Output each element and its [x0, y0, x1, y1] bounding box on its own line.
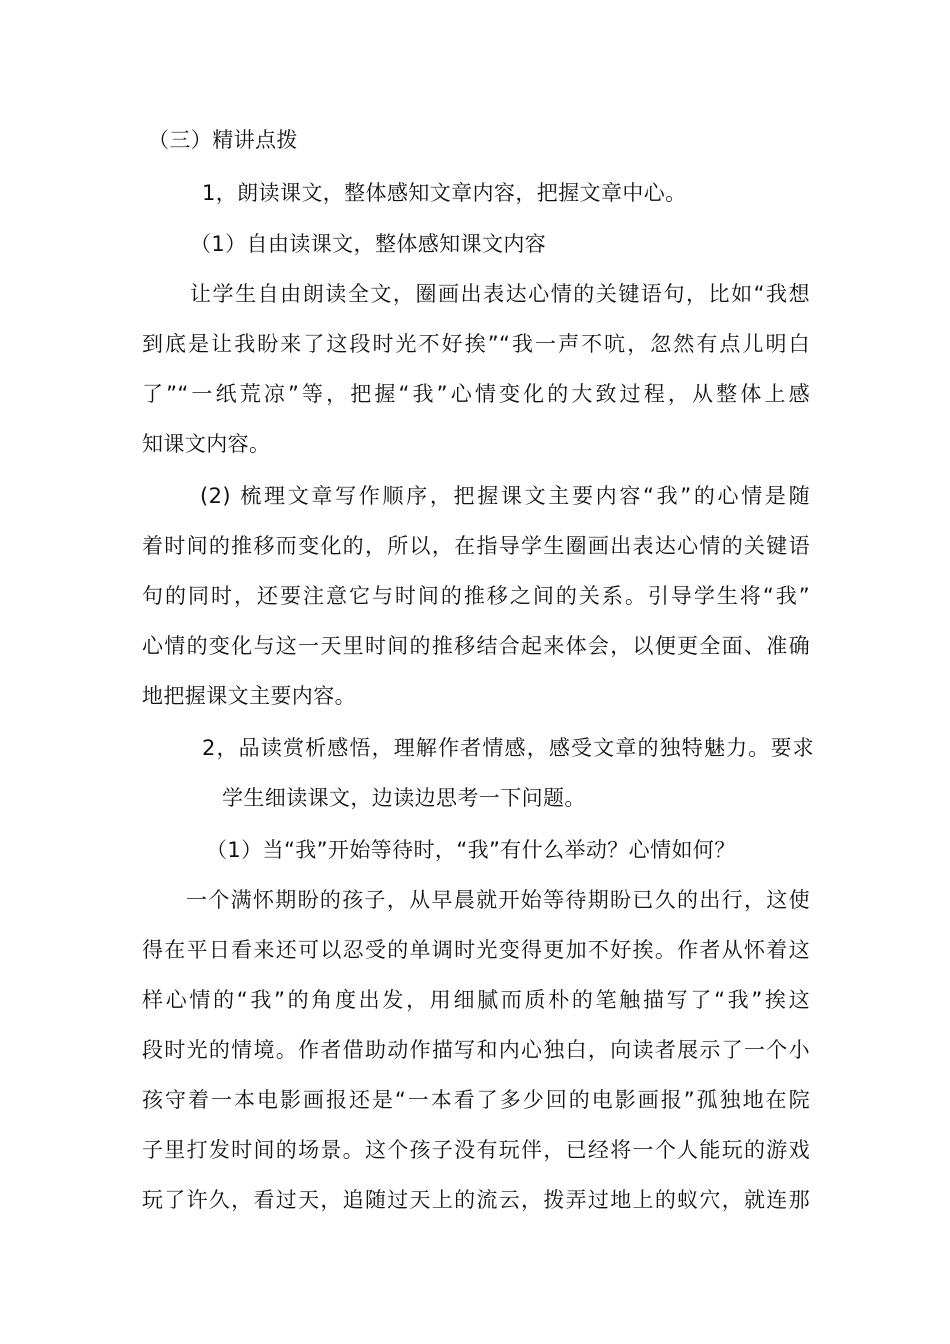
paragraph-3-line-3: 样心情的“我”的角度出发，用细腻而质朴的笔触描写了“我”挨这 — [142, 988, 810, 1012]
item-2-line-2: 学生细读课文，边读边思考一下问题。 — [222, 786, 586, 810]
paragraph-2-line-2: 着时间的推移而变化的，所以，在指导学生圈画出表达心情的关键语 — [142, 534, 810, 558]
sub-1-heading: （1）自由读课文，整体感知课文内容 — [190, 232, 547, 256]
paragraph-2-line-1: (2) 梳理文章写作顺序，把握课文主要内容“我”的心情是随 — [200, 484, 810, 508]
paragraph-2-line-5: 地把握课文主要内容。 — [142, 684, 356, 708]
paragraph-2-line-4: 心情的变化与这一天里时间的推移结合起来体会，以便更全面、准确 — [142, 634, 810, 658]
paragraph-3-line-7: 玩了许久，看过天，追随过天上的流云，拨弄过地上的蚁穴，就连那 — [142, 1188, 810, 1212]
paragraph-1-line-2: 到底是让我盼来了这段时光不好挨”“我一声不吭，忽然有点儿明白 — [142, 332, 810, 356]
item-2-line-1: 2，品读赏析感悟，理解作者情感，感受文章的独特魅力。要求 — [202, 736, 814, 760]
paragraph-1-line-3: 了”“一纸荒凉”等，把握“我”心情变化的大致过程，从整体上感 — [142, 382, 810, 406]
paragraph-3-line-6: 子里打发时间的场景。这个孩子没有玩伴，已经将一个人能玩的游戏 — [142, 1138, 810, 1162]
sub-2-heading: （1）当“我”开始等待时，“我”有什么举动？心情如何？ — [206, 838, 736, 862]
paragraph-1-line-4: 知课文内容。 — [142, 432, 271, 456]
paragraph-3-line-2: 得在平日看来还可以忍受的单调时光变得更加不好挨。作者从怀着这 — [142, 938, 810, 962]
section-heading: （三）精讲点拨 — [148, 128, 298, 152]
item-1-heading: 1，朗读课文，整体感知文章内容，把握文章中心。 — [202, 181, 687, 205]
paragraph-2-line-3: 句的同时，还要注意它与时间的推移之间的关系。引导学生将“我” — [142, 584, 810, 608]
paragraph-3-line-1: 一个满怀期盼的孩子，从早晨就开始等待期盼已久的出行，这使 — [186, 888, 810, 912]
paragraph-3-line-5: 孩守着一本电影画报还是“一本看了多少回的电影画报”孤独地在院 — [142, 1088, 810, 1112]
paragraph-3-line-4: 段时光的情境。作者借助动作描写和内心独白，向读者展示了一个小 — [142, 1038, 810, 1062]
paragraph-1-line-1: 让学生自由朗读全文，圈画出表达心情的关键语句，比如“我想 — [190, 282, 810, 306]
